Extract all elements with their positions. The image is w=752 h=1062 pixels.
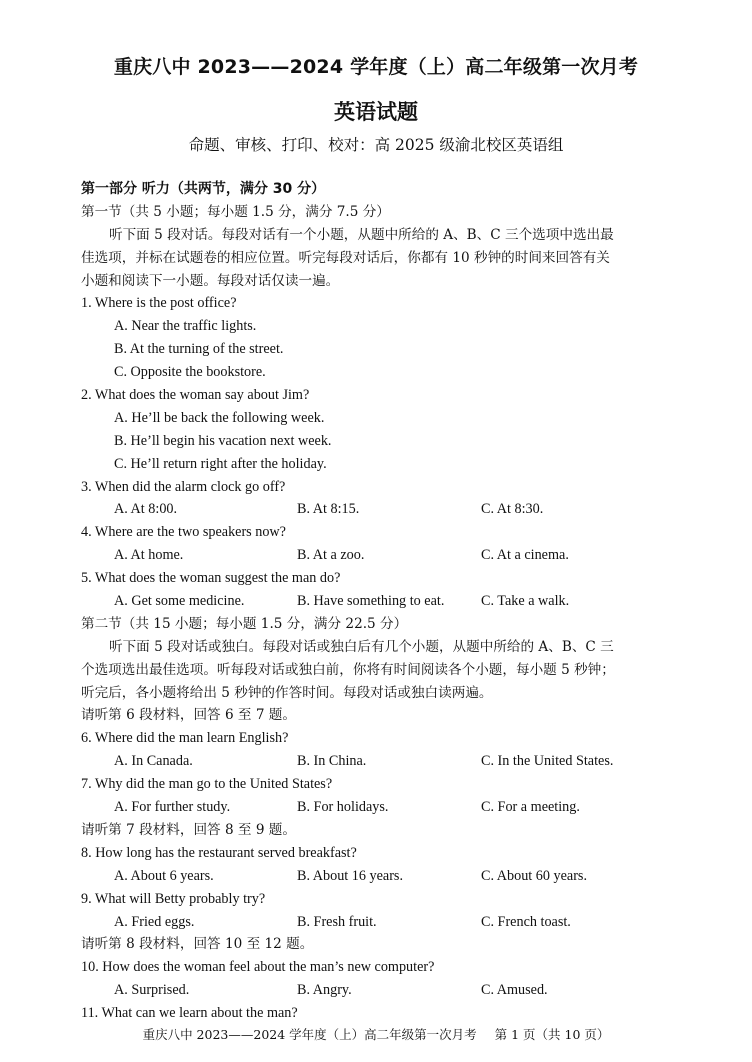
answer-option: B. Angry. bbox=[297, 982, 352, 999]
answer-option: B. In China. bbox=[297, 753, 367, 770]
answer-option: B. He’ll begin his vacation next week. bbox=[114, 432, 332, 449]
page-number: 第 1 页（共 10 页） bbox=[494, 1027, 610, 1042]
answer-options-row bbox=[81, 796, 681, 819]
answer-option: A. Surprised. bbox=[114, 982, 190, 999]
credits-line: 命题、审核、打印、校对：高 2025 级渝北校区英语组 bbox=[188, 136, 564, 154]
page-footer bbox=[0, 1025, 752, 1043]
subject-title: 英语试题 bbox=[334, 100, 418, 124]
answer-option: A. For further study. bbox=[114, 799, 231, 816]
answer-option: A. At home. bbox=[114, 547, 184, 564]
answer-option: C. French toast. bbox=[481, 913, 571, 930]
section2-instructions: 个选项选出最佳选项。听每段对话或独白前，你将有时间阅读各个小题，每小题 5 秒钟； bbox=[81, 661, 615, 678]
answer-option: B. At 8:15. bbox=[297, 501, 360, 518]
material-note: 请听第 6 段材料，回答 6 至 7 题。 bbox=[81, 707, 296, 724]
answer-options-row bbox=[81, 911, 681, 934]
answer-option: A. At 8:00. bbox=[114, 501, 178, 518]
question-stem: 6. Where did the man learn English? bbox=[81, 730, 289, 747]
question-stem: 5. What does the woman suggest the man do? bbox=[81, 570, 341, 587]
answer-option: B. At a zoo. bbox=[297, 547, 365, 564]
question-stem: 8. How long has the restaurant served breakfast? bbox=[81, 844, 357, 861]
question-stem: 9. What will Betty probably try? bbox=[81, 890, 266, 907]
question-stem: 3. When did the alarm clock go off? bbox=[81, 478, 286, 495]
material-note: 请听第 7 段材料，回答 8 至 9 题。 bbox=[81, 821, 296, 838]
answer-options-row bbox=[81, 865, 681, 888]
answer-option: B. For holidays. bbox=[297, 799, 389, 816]
section1-instructions: 佳选项，并标在试题卷的相应位置。听完每段对话后，你都有 10 秒钟的时间来回答有关 bbox=[81, 249, 610, 266]
question-stem: 7. Why did the man go to the United States? bbox=[81, 776, 333, 793]
answer-options-row bbox=[81, 498, 681, 521]
answer-option: C. At 8:30. bbox=[481, 501, 544, 518]
answer-option: B. Have something to eat. bbox=[297, 593, 445, 610]
part1-heading: 第一部分 听力（共两节，满分 30 分） bbox=[81, 181, 326, 197]
answer-options-row bbox=[81, 544, 681, 567]
answer-option: A. In Canada. bbox=[114, 753, 193, 770]
question-stem: 11. What can we learn about the man? bbox=[81, 1005, 298, 1022]
answer-option: B. About 16 years. bbox=[297, 867, 404, 884]
answer-option: C. Amused. bbox=[481, 982, 548, 999]
section1-instructions: 小题和阅读下一小题。每段对话仅读一遍。 bbox=[81, 272, 340, 289]
question-stem: 1. Where is the post office? bbox=[81, 295, 237, 312]
answer-option: C. About 60 years. bbox=[481, 867, 588, 884]
answer-option: C. Opposite the bookstore. bbox=[114, 364, 266, 381]
exam-body bbox=[81, 178, 681, 1025]
material-note: 请听第 8 段材料，回答 10 至 12 题。 bbox=[81, 936, 314, 953]
answer-option: A. Near the traffic lights. bbox=[114, 318, 257, 335]
answer-option: B. At the turning of the street. bbox=[114, 341, 284, 358]
answer-option: A. Fried eggs. bbox=[114, 913, 195, 930]
question-stem: 2. What does the woman say about Jim? bbox=[81, 387, 310, 404]
section2-instructions: 听完后，各小题将给出 5 秒钟的作答时间。每段对话或独白读两遍。 bbox=[81, 684, 493, 701]
section2-instructions: 听下面 5 段对话或独白。每段对话或独白后有几个小题，从题中所给的 A、B、C 三 bbox=[109, 638, 614, 655]
answer-option: C. Take a walk. bbox=[481, 593, 570, 610]
answer-option: A. About 6 years. bbox=[114, 867, 214, 884]
answer-option: C. He’ll return right after the holiday. bbox=[114, 455, 327, 472]
answer-option: C. In the United States. bbox=[481, 753, 614, 770]
answer-option: A. He’ll be back the following week. bbox=[114, 409, 325, 426]
exam-title: 重庆八中 2023——2024 学年度（上）高二年级第一次月考 bbox=[113, 56, 639, 78]
question-stem: 4. Where are the two speakers now? bbox=[81, 524, 286, 541]
footer-exam-title: 重庆八中 2023——2024 学年度（上）高二年级第一次月考 bbox=[142, 1027, 477, 1042]
answer-options-row bbox=[81, 979, 681, 1002]
question-stem: 10. How does the woman feel about the man’s new computer? bbox=[81, 959, 435, 976]
answer-options-row bbox=[81, 590, 681, 613]
answer-option: C. For a meeting. bbox=[481, 799, 580, 816]
answer-options-row bbox=[81, 750, 681, 773]
section2-heading: 第二节（共 15 小题；每小题 1.5 分，满分 22.5 分） bbox=[81, 615, 408, 632]
answer-option: C. At a cinema. bbox=[481, 547, 569, 564]
section1-heading: 第一节（共 5 小题；每小题 1.5 分，满分 7.5 分） bbox=[81, 203, 390, 220]
section1-instructions: 听下面 5 段对话。每段对话有一个小题，从题中所给的 A、B、C 三个选项中选出最 bbox=[109, 226, 614, 243]
answer-option: A. Get some medicine. bbox=[114, 593, 245, 610]
answer-option: B. Fresh fruit. bbox=[297, 913, 377, 930]
